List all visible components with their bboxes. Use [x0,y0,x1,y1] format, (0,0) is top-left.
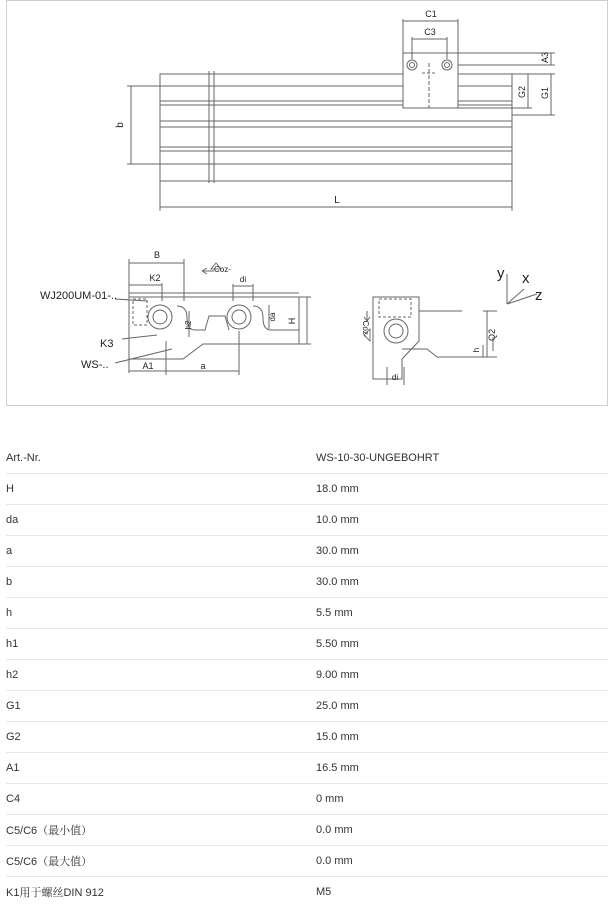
spec-row [6,629,608,660]
spec-key: G2 [6,722,316,753]
spec-key: h [6,598,316,629]
dim-H: H [287,317,297,325]
dim-b-side: b [115,122,126,128]
axis-z-label: z [535,287,543,304]
spec-key: a [6,536,316,567]
spec-key: Art.-Nr. [6,443,316,474]
spec-key: C5/C6（最小值） [6,815,316,846]
spec-value: 15.0 mm [316,722,608,753]
spec-row [6,753,608,784]
spec-row [6,505,608,536]
axis-x-label: x [522,270,530,287]
spec-value: 30.0 mm [316,567,608,598]
spec-row [6,877,608,908]
dim-K2: K2 [149,273,161,283]
dim-a3: A3 [540,51,550,63]
drawing-svg [7,1,609,407]
spec-row [6,846,608,877]
spec-row [6,722,608,753]
spec-row [6,474,608,505]
spec-row [6,443,608,474]
label-coz: Coz- [214,265,231,274]
spec-value: 18.0 mm [316,474,608,505]
spec-table [6,443,608,907]
dim-di-right: di [391,373,399,382]
spec-key: h1 [6,629,316,660]
dim-B: B [153,250,161,260]
spec-key: da [6,505,316,536]
spec-row [6,660,608,691]
dim-length: L [334,195,340,206]
spec-value: 25.0 mm [316,691,608,722]
spec-value: 9.00 mm [316,660,608,691]
spec-value: 10.0 mm [316,505,608,536]
spec-value: 5.50 mm [316,629,608,660]
dim-di: di [239,275,247,284]
label-k3: K3 [100,338,114,350]
spec-row [6,567,608,598]
spec-value: 0 mm [316,784,608,815]
dim-g2: G2 [517,85,527,99]
label-part-wj: WJ200UM-01-.. [40,290,118,302]
dim-c3: C3 [424,27,436,37]
spec-value: 5.5 mm [316,598,608,629]
spec-row [6,784,608,815]
spec-key: C4 [6,784,316,815]
spec-row [6,536,608,567]
spec-key: G1 [6,691,316,722]
spec-key: A1 [6,753,316,784]
label-ws: WS-.. [81,359,109,371]
dim-da: da [268,312,277,322]
spec-key: K1用于螺丝DIN 912 [6,887,104,899]
spec-row [6,691,608,722]
label-coz-vertical: Coz- [361,320,370,338]
technical-drawing [6,0,608,406]
spec-value: 0.0 mm [316,815,608,846]
spec-row [6,815,608,846]
dim-h: h [472,347,481,353]
spec-value: 30.0 mm [316,536,608,567]
spec-value: 0.0 mm [316,846,608,877]
spec-value: WS-10-30-UNGEBOHRT [316,443,608,474]
spec-value: 16.5 mm [316,753,608,784]
dim-g1: G1 [540,86,550,100]
spec-key: H [6,474,316,505]
spec-value: M5 [316,886,332,898]
spec-table-body [6,443,608,907]
axis-y-label: y [497,265,505,282]
dim-q2: Q2 [487,328,497,342]
spec-key: h2 [6,660,316,691]
dim-h2: h2 [184,320,193,330]
dim-a: a [200,361,206,371]
dim-A1: A1 [142,361,154,371]
spec-key: C5/C6（最大值） [6,846,316,877]
spec-row [6,598,608,629]
dim-c1: C1 [425,9,437,19]
spec-key: b [6,567,316,598]
